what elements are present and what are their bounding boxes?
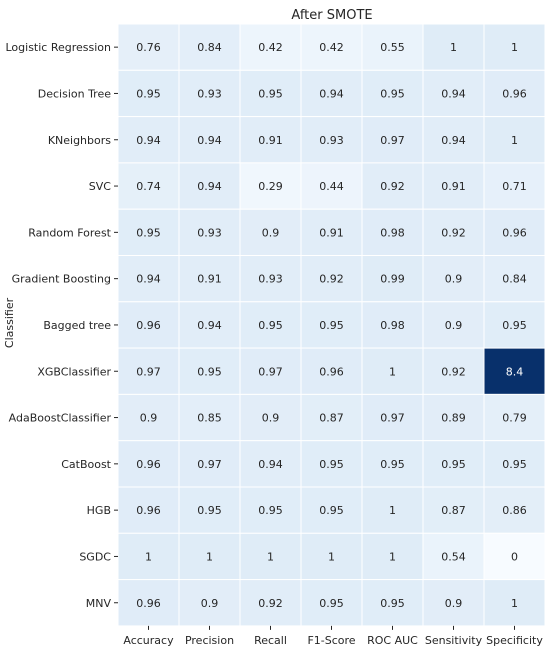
heatmap-cell-label: 0.87 [441, 504, 466, 518]
heatmap-cell-label: 0.84 [502, 272, 527, 286]
heatmap-cell-label: 1 [145, 550, 152, 564]
heatmap-cell-label: 0.86 [502, 504, 527, 518]
heatmap-cell-label: 0.93 [197, 87, 222, 101]
column-label: Sensitivity [424, 633, 483, 646]
heatmap-cell-label: 0.95 [197, 365, 222, 379]
column-label: Recall [254, 633, 287, 646]
heatmap-cell-label: 0.95 [502, 318, 527, 332]
heatmap-cell-label: 0.95 [258, 504, 283, 518]
heatmap-cell-label: 0.94 [197, 318, 222, 332]
heatmap-cell-label: 0.95 [258, 318, 283, 332]
heatmap-cell-label: 0.93 [197, 226, 222, 240]
heatmap-cell-label: 0.98 [380, 318, 405, 332]
heatmap-cell-label: 0.96 [136, 457, 161, 471]
y-axis-label: Classifier [3, 297, 16, 349]
row-label: MNV [85, 596, 111, 610]
heatmap-cell-label: 0.94 [136, 272, 161, 286]
heatmap-cell-label: 0.92 [441, 365, 466, 379]
row-label: CatBoost [61, 457, 111, 471]
heatmap-cell-label: 0.91 [258, 133, 283, 147]
heatmap-cell-label: 0.96 [319, 365, 344, 379]
heatmap-cell-label: 0.9 [444, 272, 463, 286]
heatmap-cell-label: 8.4 [505, 365, 524, 379]
heatmap-cell-label: 0.95 [319, 457, 344, 471]
heatmap-cell-label: 0.97 [380, 411, 405, 425]
heatmap-cell-label: 0.98 [380, 226, 405, 240]
heatmap-cell-label: 0.74 [136, 180, 161, 194]
heatmap-cell-label: 0.92 [441, 226, 466, 240]
column-tick-labels [123, 626, 543, 646]
heatmap-cell-label: 0.71 [502, 180, 527, 194]
heatmap-cell-label: 0.9 [139, 411, 158, 425]
heatmap-cell-label: 0.94 [136, 133, 161, 147]
heatmap-cell-label: 0.94 [197, 180, 222, 194]
heatmap-cell-label: 0.42 [319, 41, 344, 55]
heatmap-cell-label: 0.97 [197, 457, 222, 471]
heatmap-cell-label: 0.97 [380, 133, 405, 147]
heatmap-cell-label: 0.95 [380, 87, 405, 101]
row-label: Random Forest [28, 226, 111, 240]
heatmap-cell-label: 0.93 [319, 133, 344, 147]
heatmap-cell-label: 0.79 [502, 411, 527, 425]
heatmap-cell-label: 0.29 [258, 180, 283, 194]
heatmap-cell-label: 1 [511, 41, 518, 55]
heatmap-cell-label: 0.94 [319, 87, 344, 101]
heatmap-cell-label: 0.9 [261, 411, 280, 425]
heatmap-cell-label: 0.9 [444, 318, 463, 332]
heatmap-cell-label: 0.96 [136, 318, 161, 332]
heatmap-cell-label: 0.95 [380, 596, 405, 610]
heatmap-cell-label: 0.54 [441, 550, 466, 564]
column-label: ROC AUC [367, 633, 418, 646]
heatmap-cell-label: 1 [389, 365, 396, 379]
row-label: Gradient Boosting [11, 272, 111, 286]
heatmap-cell-label: 0.9 [444, 596, 463, 610]
heatmap-cell-label: 0 [511, 550, 518, 564]
heatmap-cell-label: 0.92 [258, 596, 283, 610]
row-label: Bagged tree [43, 318, 111, 332]
heatmap-cell-label: 0.9 [261, 226, 280, 240]
heatmap-cell-label: 0.96 [502, 226, 527, 240]
row-label: SVC [88, 180, 111, 194]
heatmap-cell-label: 0.91 [441, 180, 466, 194]
heatmap-cell-label: 0.95 [136, 226, 161, 240]
heatmap-cell-label: 1 [328, 550, 335, 564]
heatmap-cell-label: 0.95 [441, 457, 466, 471]
column-label: Precision [184, 633, 235, 646]
row-label: SGDC [79, 550, 111, 564]
heatmap-cell-label: 0.95 [502, 457, 527, 471]
heatmap-cell-label: 0.92 [380, 180, 405, 194]
heatmap-cell-label: 0.97 [258, 365, 283, 379]
heatmap-cell-label: 1 [267, 550, 274, 564]
chart-title: After SMOTE [291, 8, 373, 23]
heatmap-cell-label: 0.91 [197, 272, 222, 286]
row-label: Decision Tree [37, 87, 111, 101]
column-label: F1-Score [307, 633, 356, 646]
row-label: HGB [86, 504, 111, 518]
column-label: Accuracy [123, 633, 174, 646]
column-label: Specificity [486, 633, 543, 646]
heatmap-cell-label: 0.94 [197, 133, 222, 147]
heatmap-cell-label: 1 [389, 504, 396, 518]
heatmap-cell-label: 0.84 [197, 41, 222, 55]
heatmap-cell-label: 0.92 [319, 272, 344, 286]
heatmap-cell-label: 0.96 [136, 596, 161, 610]
heatmap-cell-label: 0.95 [136, 87, 161, 101]
heatmap-cell-label: 0.95 [197, 504, 222, 518]
row-label: KNeighbors [47, 133, 111, 147]
heatmap-cell-label: 0.95 [319, 504, 344, 518]
heatmap-cell-label: 0.95 [319, 318, 344, 332]
heatmap-cell-label: 1 [511, 596, 518, 610]
heatmap-cell-label: 1 [206, 550, 213, 564]
heatmap-cell-label: 0.87 [319, 411, 344, 425]
heatmap-cell-label: 0.91 [319, 226, 344, 240]
row-label: XGBClassifier [37, 365, 111, 379]
heatmap-cell-label: 0.94 [441, 87, 466, 101]
heatmap-cell-label: 1 [450, 41, 457, 55]
heatmap-cell-label: 0.76 [136, 41, 161, 55]
heatmap-cell-label: 0.85 [197, 411, 222, 425]
heatmap-cell-label: 0.94 [258, 457, 283, 471]
heatmap-cell-label: 0.96 [502, 87, 527, 101]
row-tick-labels [5, 41, 118, 610]
heatmap-cell-label: 0.93 [258, 272, 283, 286]
heatmap-cell-label: 0.44 [319, 180, 344, 194]
heatmap-cell-label: 0.9 [200, 596, 219, 610]
heatmap-cell-label: 0.89 [441, 411, 466, 425]
row-label: AdaBoostClassifier [8, 411, 111, 425]
heatmap-cell-label: 0.99 [380, 272, 405, 286]
heatmap-cell-label: 0.94 [441, 133, 466, 147]
heatmap-cell-label: 0.95 [319, 596, 344, 610]
heatmap-cell-label: 0.96 [136, 504, 161, 518]
heatmap-cell-label: 1 [389, 550, 396, 564]
heatmap-cell-label: 0.95 [380, 457, 405, 471]
row-label: Logistic Regression [5, 41, 111, 55]
heatmap-cell-label: 0.55 [380, 41, 405, 55]
heatmap-cell-label: 0.42 [258, 41, 283, 55]
heatmap-cell-label: 0.97 [136, 365, 161, 379]
heatmap-cell-label: 0.95 [258, 87, 283, 101]
heatmap-cell-label: 1 [511, 133, 518, 147]
